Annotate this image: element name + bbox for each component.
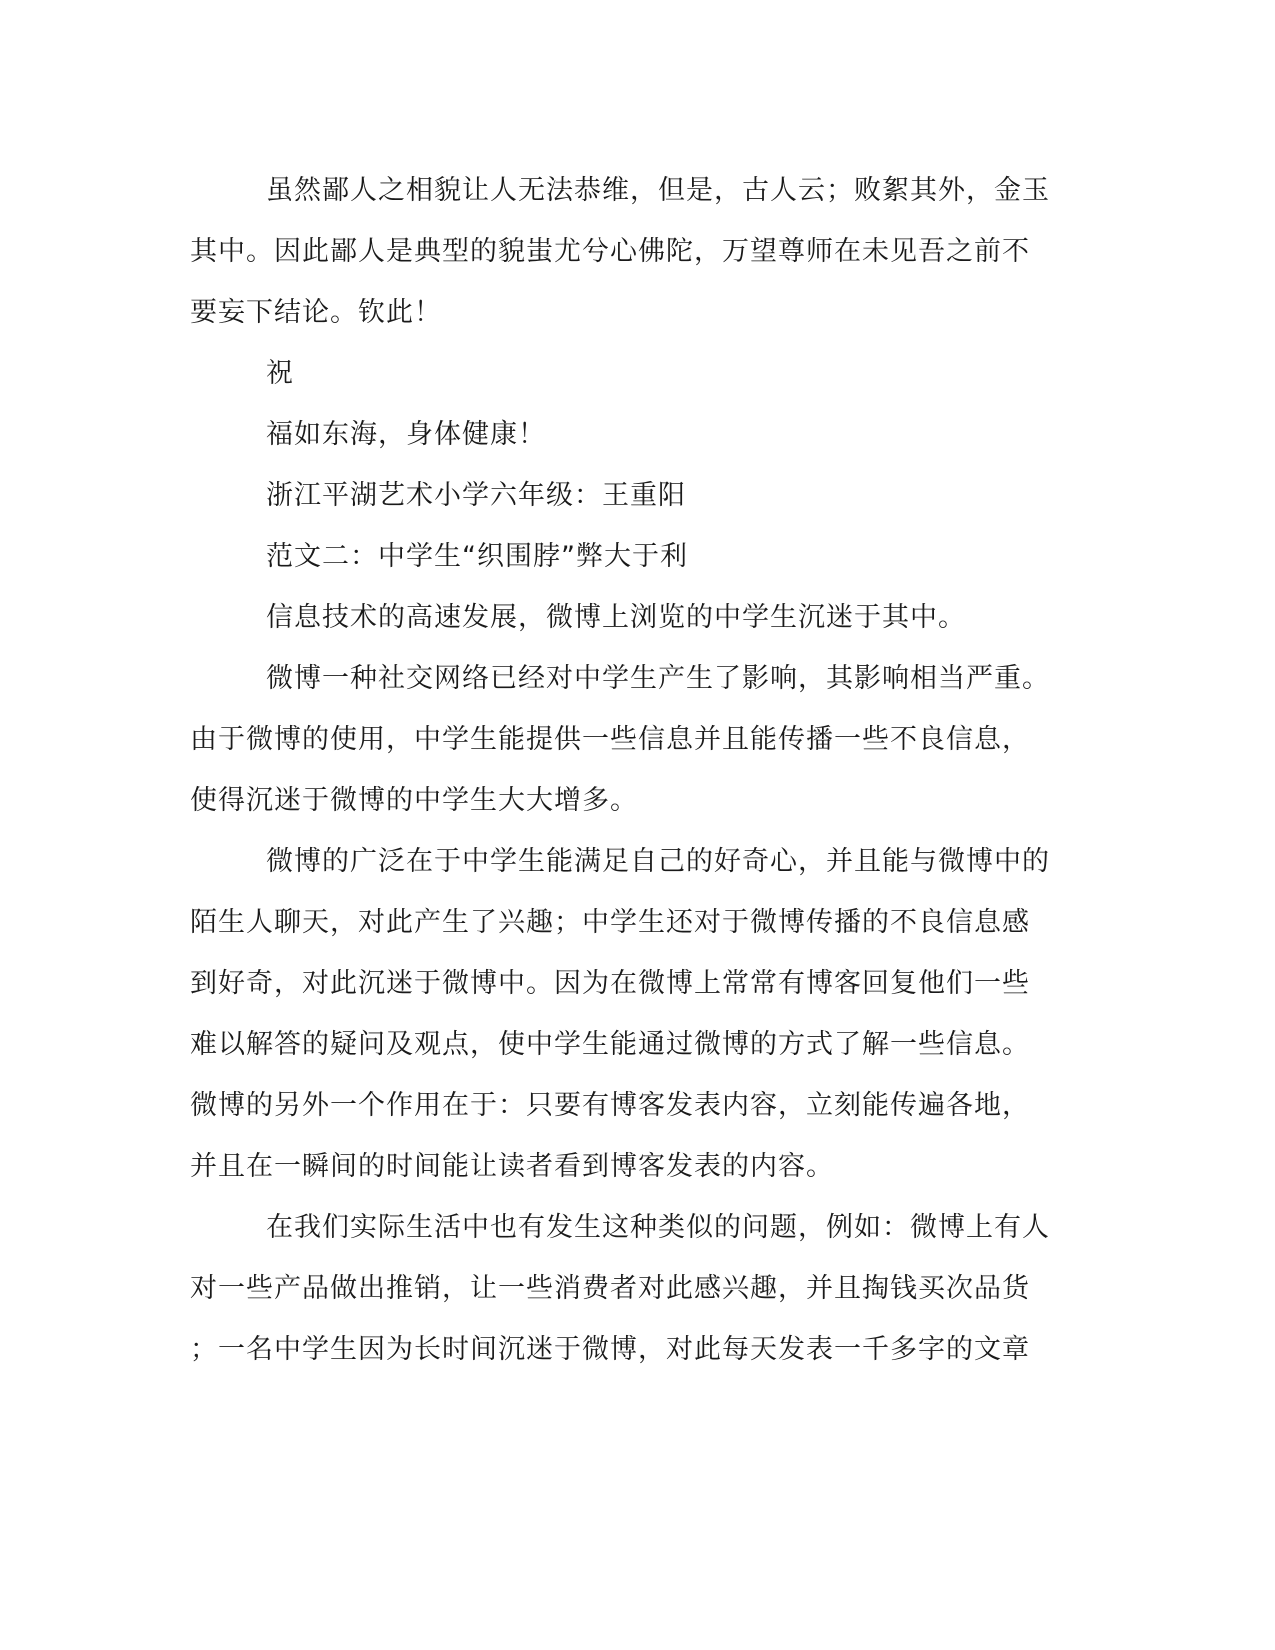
- section-heading: [190, 526, 1070, 587]
- paragraph-body-3: [190, 1197, 1070, 1380]
- paragraph-signature: [190, 465, 1070, 526]
- text-line: 祝: [266, 358, 294, 389]
- text-line: 信息技术的高速发展，微博上浏览的中学生沉迷于其中。: [266, 602, 966, 633]
- text-line: 并且在一瞬间的时间能让读者看到博客发表的内容。: [190, 1151, 834, 1182]
- text-line: 陌生人聊天，对此产生了兴趣；中学生还对于微博传播的不良信息感: [190, 907, 1030, 938]
- paragraph-body-2: [190, 831, 1070, 1197]
- text-line: 要妄下结论。钦此！: [190, 297, 442, 328]
- paragraph-intro: [190, 587, 1070, 648]
- text-line: 其中。因此鄙人是典型的貌蚩尤兮心佛陀，万望尊师在未见吾之前不: [190, 236, 1030, 267]
- text-line: 范文二：中学生“织围脖”弊大于利: [266, 541, 688, 572]
- text-line: 微博一种社交网络已经对中学生产生了影响，其影响相当严重。: [266, 663, 1050, 694]
- text-line: 由于微博的使用，中学生能提供一些信息并且能传播一些不良信息，: [190, 724, 1030, 755]
- paragraph-wish: [190, 343, 1070, 404]
- text-line: 难以解答的疑问及观点，使中学生能通过微博的方式了解一些信息。: [190, 1029, 1030, 1060]
- text-line: 微博的广泛在于中学生能满足自己的好奇心，并且能与微博中的: [266, 846, 1050, 877]
- text-line: 使得沉迷于微博的中学生大大增多。: [190, 785, 638, 816]
- text-line: 对一些产品做出推销，让一些消费者对此感兴趣，并且掏钱买次品货: [190, 1273, 1030, 1304]
- paragraph-blessing: [190, 404, 1070, 465]
- paragraph-body-1: [190, 648, 1070, 831]
- text-line: 浙江平湖艺术小学六年级：王重阳: [266, 480, 686, 511]
- text-line: 到好奇，对此沉迷于微博中。因为在微博上常常有博客回复他们一些: [190, 968, 1030, 999]
- text-line: ；一名中学生因为长时间沉迷于微博，对此每天发表一千多字的文章: [190, 1334, 1030, 1365]
- text-line: 微博的另外一个作用在于：只要有博客发表内容，立刻能传遍各地，: [190, 1090, 1030, 1121]
- text-line: 在我们实际生活中也有发生这种类似的问题，例如：微博上有人: [266, 1212, 1050, 1243]
- text-line: 虽然鄙人之相貌让人无法恭维，但是，古人云；败絮其外，金玉: [266, 175, 1050, 206]
- paragraph-letter-closing: [190, 160, 1070, 343]
- document-body: [190, 160, 1070, 1380]
- text-line: 福如东海，身体健康！: [266, 419, 546, 450]
